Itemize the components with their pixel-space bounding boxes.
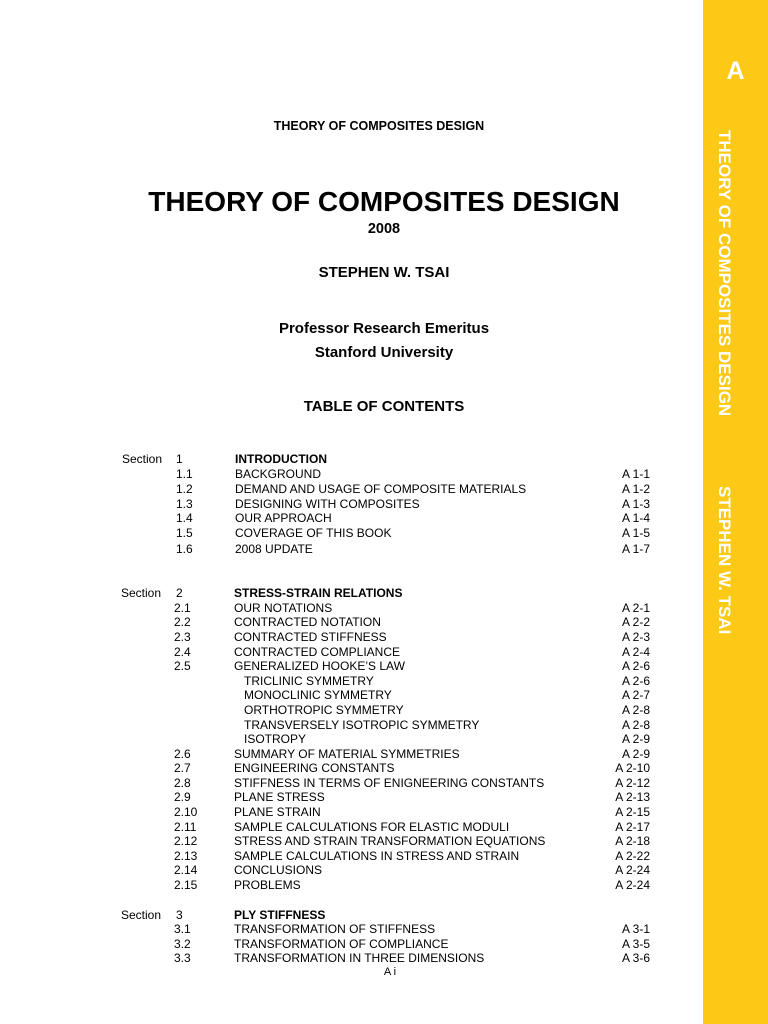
entry-title: BACKGROUND — [235, 467, 322, 481]
toc-subentry[interactable] — [0, 674, 768, 689]
entry-number: 2.13 — [174, 849, 198, 863]
entry-number: 2.9 — [174, 790, 191, 804]
entry-number: 3.3 — [174, 951, 191, 965]
toc-entry[interactable] — [0, 951, 768, 966]
section-label: Section — [121, 586, 162, 600]
entry-page: A 2-15 — [615, 805, 650, 819]
entry-title: PROBLEMS — [234, 878, 301, 892]
toc-subentry[interactable] — [0, 688, 768, 703]
author: STEPHEN W. TSAI — [318, 264, 450, 281]
toc-entry[interactable] — [0, 834, 768, 849]
subentry-title: ISOTROPY — [244, 732, 307, 746]
entry-title: TRANSFORMATION OF COMPLIANCE — [234, 937, 449, 951]
section-title: INTRODUCTION — [235, 452, 327, 466]
year: 2008 — [367, 221, 401, 237]
subentry-title: ORTHOTROPIC SYMMETRY — [244, 703, 404, 717]
entry-page: A 2-3 — [621, 630, 650, 644]
entry-page: A 2-9 — [621, 732, 650, 746]
entry-page: A 2-7 — [621, 688, 650, 702]
entry-title: CONTRACTED STIFFNESS — [234, 630, 387, 644]
toc-entry[interactable] — [0, 601, 768, 616]
affiliation-title: Professor Research Emeritus — [278, 320, 490, 337]
entry-number: 2.8 — [174, 776, 191, 790]
entry-page: A 2-2 — [621, 615, 650, 629]
toc-entry[interactable] — [0, 937, 768, 952]
entry-page: A 3-1 — [621, 922, 650, 936]
subentry-title: MONOCLINIC SYMMETRY — [244, 688, 392, 702]
toc-entry[interactable] — [0, 747, 768, 762]
entry-page: A 2-8 — [621, 718, 650, 732]
toc-section-header — [0, 586, 768, 601]
entry-number: 2.11 — [174, 820, 197, 834]
toc-entry[interactable] — [0, 511, 768, 526]
section-number: 3 — [176, 908, 183, 922]
entry-page: A 1-3 — [621, 497, 650, 511]
entry-number: 2.4 — [174, 645, 191, 659]
toc-entry[interactable] — [0, 630, 768, 645]
entry-title: PLANE STRAIN — [234, 805, 321, 819]
entry-page: A 1-5 — [621, 526, 650, 540]
entry-number: 2.5 — [174, 659, 191, 673]
entry-page: A 2-22 — [615, 849, 650, 863]
entry-page: A 2-12 — [615, 776, 650, 790]
toc-entry[interactable] — [0, 863, 768, 878]
entry-title: OUR NOTATIONS — [234, 601, 333, 615]
entry-number: 2.2 — [174, 615, 191, 629]
band-author: STEPHEN W. TSAI — [715, 486, 734, 635]
section-title: PLY STIFFNESS — [234, 908, 326, 922]
entry-number: 2.1 — [174, 601, 191, 615]
toc-entry[interactable] — [0, 776, 768, 791]
entry-number: 3.2 — [174, 937, 191, 951]
toc-entry[interactable] — [0, 761, 768, 776]
section-title: STRESS-STRAIN RELATIONS — [234, 586, 403, 600]
entry-title: TRANSFORMATION OF STIFFNESS — [234, 922, 436, 936]
entry-page: A 1-4 — [621, 511, 650, 525]
toc-entry[interactable] — [0, 805, 768, 820]
entry-title: DEMAND AND USAGE OF COMPOSITE MATERIALS — [235, 482, 527, 496]
entry-number: 3.1 — [174, 922, 191, 936]
toc-subentry[interactable] — [0, 718, 768, 733]
toc-subentry[interactable] — [0, 732, 768, 747]
toc-section-header — [0, 452, 768, 467]
entry-page: A 2-4 — [621, 645, 650, 659]
entry-number: 2.15 — [174, 878, 198, 892]
subentry-title: TRANSVERSELY ISOTROPIC SYMMETRY — [244, 718, 480, 732]
page-title: THEORY OF COMPOSITES DESIGN — [148, 186, 620, 217]
toc-entry[interactable] — [0, 849, 768, 864]
entry-number: 1.2 — [176, 482, 193, 496]
section-number: 1 — [176, 452, 183, 466]
toc-entry[interactable] — [0, 467, 768, 482]
band-book-title: THEORY OF COMPOSITES DESIGN — [715, 130, 734, 417]
page-number: A i — [383, 966, 397, 978]
entry-number: 2.7 — [174, 761, 191, 775]
entry-title: STIFFNESS IN TERMS OF ENIGNEERING CONSTANTS — [234, 776, 545, 790]
entry-title: SAMPLE CALCULATIONS FOR ELASTIC MODULI — [234, 820, 510, 834]
entry-number: 2.6 — [174, 747, 191, 761]
entry-title: CONCLUSIONS — [234, 863, 323, 877]
running-head: THEORY OF COMPOSITES DESIGN — [273, 119, 485, 133]
entry-page: A 2-9 — [621, 747, 650, 761]
toc-entry[interactable] — [0, 497, 768, 512]
entry-page: A 1-1 — [621, 467, 650, 481]
toc-subentry[interactable] — [0, 703, 768, 718]
entry-page: A 2-18 — [615, 834, 650, 848]
entry-page: A 2-6 — [621, 659, 650, 673]
toc-entry[interactable] — [0, 790, 768, 805]
section-label: Section — [121, 908, 162, 922]
entry-number: 1.1 — [176, 467, 193, 481]
entry-number: 1.6 — [176, 542, 193, 556]
entry-title: SUMMARY OF MATERIAL SYMMETRIES — [234, 747, 460, 761]
entry-page: A 2-6 — [621, 674, 650, 688]
entry-number: 2.14 — [174, 863, 198, 877]
entry-title: CONTRACTED NOTATION — [234, 615, 381, 629]
toc-entry[interactable] — [0, 820, 768, 835]
toc-section-header — [0, 908, 768, 923]
entry-title: SAMPLE CALCULATIONS IN STRESS AND STRAIN — [234, 849, 520, 863]
entry-number: 1.4 — [176, 511, 193, 525]
toc-entry[interactable] — [0, 482, 768, 497]
toc-entry[interactable] — [0, 542, 768, 557]
entry-title: GENERALIZED HOOKE’S LAW — [234, 659, 405, 673]
entry-page: A 1-7 — [621, 542, 650, 556]
section-number: 2 — [176, 586, 183, 600]
entry-title: TRANSFORMATION IN THREE DIMENSIONS — [234, 951, 485, 965]
toc-entry[interactable] — [0, 659, 768, 674]
entry-page: A 2-24 — [615, 863, 650, 877]
toc-entry[interactable] — [0, 615, 768, 630]
toc-entry[interactable] — [0, 922, 768, 937]
toc-heading: TABLE OF CONTENTS — [303, 398, 465, 415]
band-letter: A — [726, 57, 745, 85]
entry-page: A 3-6 — [621, 951, 650, 965]
entry-title: DESIGNING WITH COMPOSITES — [235, 497, 420, 511]
entry-page: A 2-10 — [615, 761, 650, 775]
entry-number: 1.5 — [176, 526, 193, 540]
entry-page: A 3-5 — [621, 937, 650, 951]
entry-page: A 2-13 — [615, 790, 650, 804]
entry-number: 2.3 — [174, 630, 191, 644]
entry-number: 1.3 — [176, 497, 193, 511]
subentry-title: TRICLINIC SYMMETRY — [244, 674, 374, 688]
entry-title: ENGINEERING CONSTANTS — [234, 761, 395, 775]
entry-title: CONTRACTED COMPLIANCE — [234, 645, 401, 659]
affiliation-institution: Stanford University — [314, 344, 454, 361]
toc-entry[interactable] — [0, 645, 768, 660]
entry-title: PLANE STRESS — [234, 790, 325, 804]
entry-page: A 1-2 — [621, 482, 650, 496]
entry-number: 2.12 — [174, 834, 198, 848]
entry-page: A 2-17 — [615, 820, 650, 834]
entry-title: STRESS AND STRAIN TRANSFORMATION EQUATIONS — [234, 834, 546, 848]
entry-title: OUR APPROACH — [235, 511, 332, 525]
section-label: Section — [122, 452, 163, 466]
toc-entry[interactable] — [0, 526, 768, 541]
entry-page: A 2-24 — [615, 878, 650, 892]
entry-number: 2.10 — [174, 805, 198, 819]
toc-entry[interactable] — [0, 878, 768, 893]
entry-title: 2008 UPDATE — [235, 542, 313, 556]
entry-title: COVERAGE OF THIS BOOK — [235, 526, 392, 540]
entry-page: A 2-1 — [621, 601, 650, 615]
entry-page: A 2-8 — [621, 703, 650, 717]
